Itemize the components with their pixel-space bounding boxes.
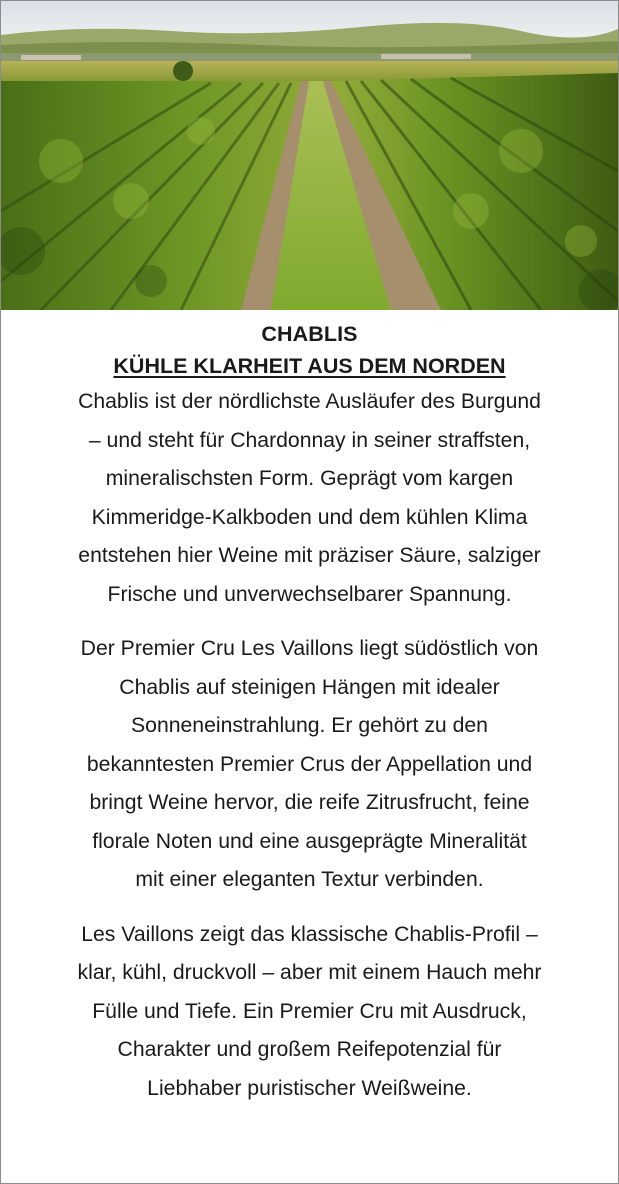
text-line: mineralischsten Form. Geprägt vom kargen xyxy=(105,467,514,490)
text-line: Chablis auf steinigen Hängen mit idealer xyxy=(119,675,500,699)
text-content xyxy=(1,310,618,1108)
text-line: Fülle und Tiefe. Ein Premier Cru mit Ausdruck, xyxy=(92,999,527,1023)
paragraph-premier-cru xyxy=(7,630,612,900)
text-line: Sonneneinstrahlung. Er gehört zu den xyxy=(131,714,488,737)
text-line: Liebhaber puristischer Weißweine. xyxy=(147,1076,472,1100)
paragraph-profile xyxy=(7,916,612,1109)
vineyard-illustration xyxy=(1,1,618,310)
text-line: bekanntesten Premier Crus der Appellation und xyxy=(86,752,533,776)
text-line: klar, kühl, druckvoll – aber mit einem Hauch mehr xyxy=(77,961,542,984)
text-line: – und steht für Chardonnay in seiner straffsten, xyxy=(88,428,531,452)
page-title: CHABLIS xyxy=(261,322,358,346)
text-line: Charakter und großem Reifepotenzial für xyxy=(117,1038,502,1061)
text-line: Kimmeridge-Kalkboden und dem kühlen Klima xyxy=(91,505,528,529)
text-line: Frische und unverwechselbarer Spannung. xyxy=(107,582,512,606)
text-line: bringt Weine hervor, die reife Zitrusfrucht, feine xyxy=(89,791,530,814)
text-line: Chablis ist der nördlichste Ausläufer des Burgund xyxy=(78,390,541,413)
text-line: Der Premier Cru Les Vaillons liegt südöstlich von xyxy=(80,637,539,660)
text-line: entstehen hier Weine mit präziser Säure, salziger xyxy=(78,544,541,567)
text-line: florale Noten und eine ausgeprägte Mineralität xyxy=(92,829,527,853)
text-line: mit einer eleganten Textur verbinden. xyxy=(135,868,484,891)
vineyard-photo xyxy=(1,1,618,310)
text-line: Les Vaillons zeigt das klassische Chablis-Profil – xyxy=(81,922,538,946)
page-subtitle: KÜHLE KLARHEIT AUS DEM NORDEN xyxy=(113,354,506,378)
paragraph-intro xyxy=(7,383,612,614)
